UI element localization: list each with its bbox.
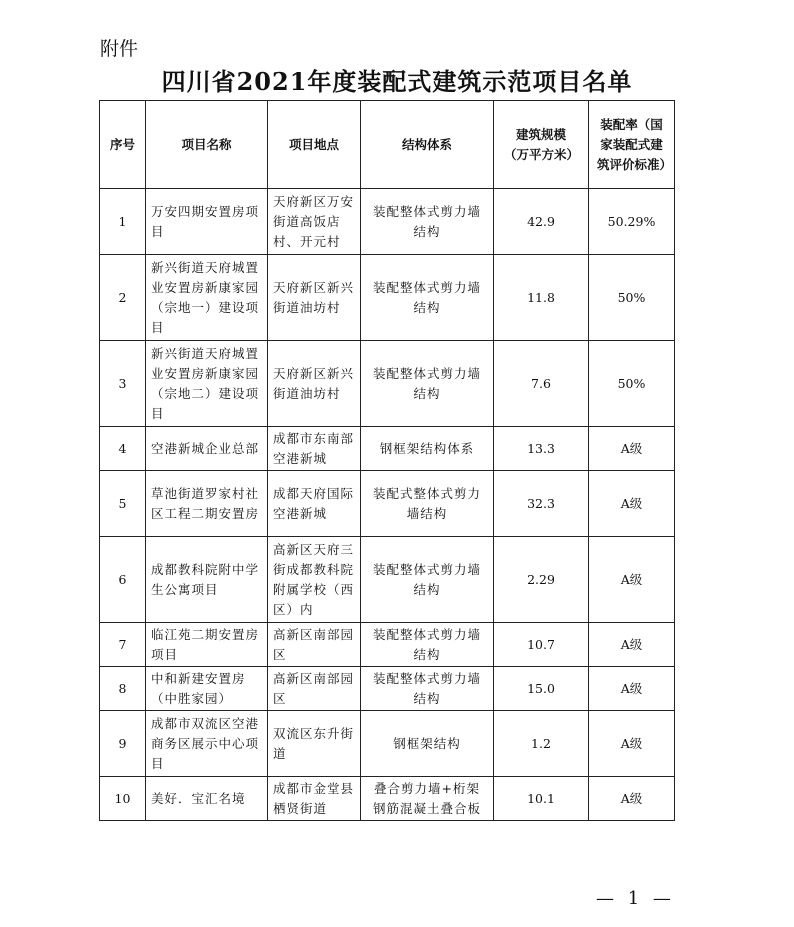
cell-rate: A级 bbox=[589, 667, 675, 711]
header-structure: 结构体系 bbox=[361, 101, 494, 189]
cell-structure: 装配整体式剪力墙结构 bbox=[361, 623, 494, 667]
cell-scale: 42.9 bbox=[494, 189, 589, 255]
cell-seq: 2 bbox=[100, 255, 146, 341]
cell-rate: A级 bbox=[589, 711, 675, 777]
cell-name: 万安四期安置房项目 bbox=[146, 189, 268, 255]
cell-location: 成都天府国际空港新城 bbox=[268, 471, 361, 537]
cell-scale: 7.6 bbox=[494, 341, 589, 427]
cell-location: 天府新区万安街道高饭店村、开元村 bbox=[268, 189, 361, 255]
cell-rate: A级 bbox=[589, 427, 675, 471]
cell-seq: 8 bbox=[100, 667, 146, 711]
cell-scale: 2.29 bbox=[494, 537, 589, 623]
cell-location: 高新区天府三街成都教科院附属学校（西区）内 bbox=[268, 537, 361, 623]
cell-name: 新兴街道天府城置业安置房新康家园（宗地一）建设项目 bbox=[146, 255, 268, 341]
cell-location: 成都市东南部空港新城 bbox=[268, 427, 361, 471]
cell-location: 成都市金堂县栖贤街道 bbox=[268, 777, 361, 821]
cell-rate: 50% bbox=[589, 255, 675, 341]
cell-scale: 10.7 bbox=[494, 623, 589, 667]
header-rate: 装配率（国家装配式建筑评价标准） bbox=[589, 101, 675, 189]
cell-location: 高新区南部园区 bbox=[268, 667, 361, 711]
header-seq: 序号 bbox=[100, 101, 146, 189]
cell-location: 高新区南部园区 bbox=[268, 623, 361, 667]
table-row bbox=[100, 667, 675, 711]
cell-seq: 7 bbox=[100, 623, 146, 667]
cell-name: 新兴街道天府城置业安置房新康家园（宗地二）建设项目 bbox=[146, 341, 268, 427]
cell-structure: 装配整体式剪力墙结构 bbox=[361, 667, 494, 711]
cell-location: 双流区东升街道 bbox=[268, 711, 361, 777]
cell-structure: 钢框架结构 bbox=[361, 711, 494, 777]
cell-name: 中和新建安置房（中胜家园） bbox=[146, 667, 268, 711]
cell-rate: A级 bbox=[589, 623, 675, 667]
cell-name: 美好．宝汇名境 bbox=[146, 777, 268, 821]
cell-name: 草池街道罗家村社区工程二期安置房 bbox=[146, 471, 268, 537]
cell-seq: 1 bbox=[100, 189, 146, 255]
cell-rate: A级 bbox=[589, 537, 675, 623]
table-row bbox=[100, 623, 675, 667]
cell-structure: 装配整体式剪力墙结构 bbox=[361, 341, 494, 427]
cell-name: 临江苑二期安置房项目 bbox=[146, 623, 268, 667]
cell-scale: 10.1 bbox=[494, 777, 589, 821]
table-row bbox=[100, 777, 675, 821]
cell-scale: 11.8 bbox=[494, 255, 589, 341]
page-number: — 1 — bbox=[596, 888, 675, 909]
cell-rate: A级 bbox=[589, 471, 675, 537]
document-title: 四川省2021年度装配式建筑示范项目名单 bbox=[161, 67, 633, 96]
cell-scale: 13.3 bbox=[494, 427, 589, 471]
table-row bbox=[100, 427, 675, 471]
cell-rate: A级 bbox=[589, 777, 675, 821]
cell-scale: 15.0 bbox=[494, 667, 589, 711]
cell-location: 天府新区新兴街道油坊村 bbox=[268, 341, 361, 427]
table-row bbox=[100, 341, 675, 427]
cell-seq: 10 bbox=[100, 777, 146, 821]
cell-rate: 50% bbox=[589, 341, 675, 427]
table-row bbox=[100, 471, 675, 537]
cell-structure: 装配式整体式剪力墙结构 bbox=[361, 471, 494, 537]
table-row bbox=[100, 537, 675, 623]
cell-seq: 5 bbox=[100, 471, 146, 537]
cell-seq: 9 bbox=[100, 711, 146, 777]
cell-seq: 4 bbox=[100, 427, 146, 471]
table-row bbox=[100, 255, 675, 341]
cell-rate: 50.29% bbox=[589, 189, 675, 255]
cell-structure: 装配整体式剪力墙结构 bbox=[361, 189, 494, 255]
project-table bbox=[99, 100, 675, 821]
table-header-row bbox=[100, 101, 675, 189]
cell-scale: 32.3 bbox=[494, 471, 589, 537]
attachment-label: 附件 bbox=[100, 38, 139, 60]
cell-structure: 装配整体式剪力墙结构 bbox=[361, 537, 494, 623]
cell-seq: 3 bbox=[100, 341, 146, 427]
table-row bbox=[100, 189, 675, 255]
cell-name: 空港新城企业总部 bbox=[146, 427, 268, 471]
cell-name: 成都市双流区空港商务区展示中心项目 bbox=[146, 711, 268, 777]
header-scale: 建筑规模（万平方米） bbox=[494, 101, 589, 189]
cell-location: 天府新区新兴街道油坊村 bbox=[268, 255, 361, 341]
header-location: 项目地点 bbox=[268, 101, 361, 189]
cell-scale: 1.2 bbox=[494, 711, 589, 777]
cell-seq: 6 bbox=[100, 537, 146, 623]
cell-structure: 钢框架结构体系 bbox=[361, 427, 494, 471]
table-row bbox=[100, 711, 675, 777]
cell-structure: 叠合剪力墙+桁架钢筋混凝土叠合板 bbox=[361, 777, 494, 821]
cell-name: 成都教科院附中学生公寓项目 bbox=[146, 537, 268, 623]
header-name: 项目名称 bbox=[146, 101, 268, 189]
cell-structure: 装配整体式剪力墙结构 bbox=[361, 255, 494, 341]
